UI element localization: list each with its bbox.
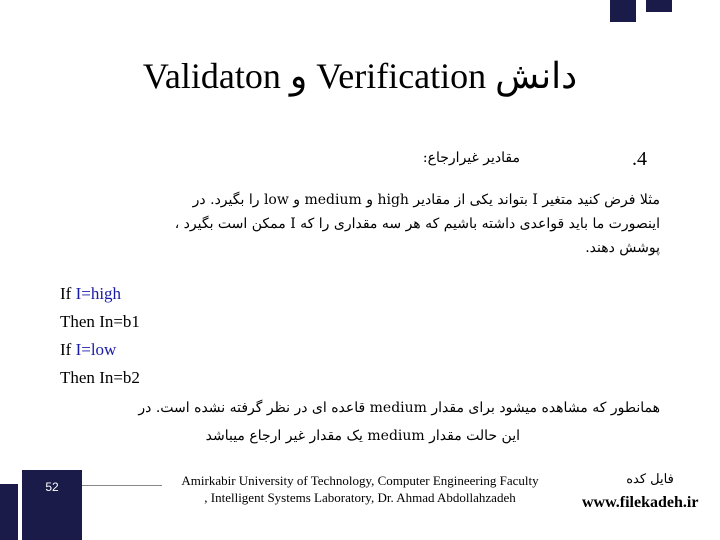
paragraph-1-line-1: مثلا فرض کنید متغیر I بتواند یکی از مقادیر high و medium و low را بگیرد. در: [192, 192, 660, 208]
code-line: [60, 312, 140, 332]
decor-bar-top: [610, 0, 636, 22]
item-number: .4: [632, 148, 647, 170]
paragraph-2-line-2: این حالت مقدار medium یک مقدار غیر ارجاع میباشد: [205, 428, 520, 444]
code-value: In=b1: [99, 312, 140, 331]
code-keyword: Then: [60, 368, 95, 387]
code-line: [60, 340, 116, 360]
footer-institution-line-1: Amirkabir University of Technology, Computer Engineering Faculty: [181, 473, 539, 488]
paragraph-1-line-2: اینصورت ما باید قواعدی داشته باشیم که هر سه مقداری را که I ممکن است بگیرد ،: [174, 216, 660, 232]
footer-divider: [82, 485, 162, 486]
slide-title: Validaton و Verification دانش: [142, 56, 578, 96]
brand-url: www.filekadeh.ir: [582, 494, 699, 511]
decor-bar-left: [0, 484, 18, 540]
footer-institution-line-2: , Intelligent Systems Laboratory, Dr. Ahmad Abdollahzadeh: [204, 490, 516, 505]
code-value: In=b2: [99, 368, 140, 387]
brand-name: فایل کده: [626, 472, 674, 487]
code-line: [60, 284, 121, 304]
code-keyword: If: [60, 284, 72, 303]
paragraph-1-line-3: پوشش دهند.: [585, 240, 660, 256]
code-value: I=low: [75, 340, 117, 359]
code-line: [60, 368, 140, 388]
code-keyword: Then: [60, 312, 95, 331]
code-keyword: If: [60, 340, 72, 359]
paragraph-2-line-1: همانطور که مشاهده میشود برای مقدار medium قاعده ای در نظر گرفته نشده است. در: [138, 400, 660, 416]
section-heading: مقادیر غیرارجاع:: [422, 150, 520, 166]
code-value: I=high: [75, 284, 122, 303]
footer-institution: [170, 472, 550, 506]
decor-bar-top-2: [646, 0, 672, 12]
page-number: 52: [22, 470, 82, 540]
